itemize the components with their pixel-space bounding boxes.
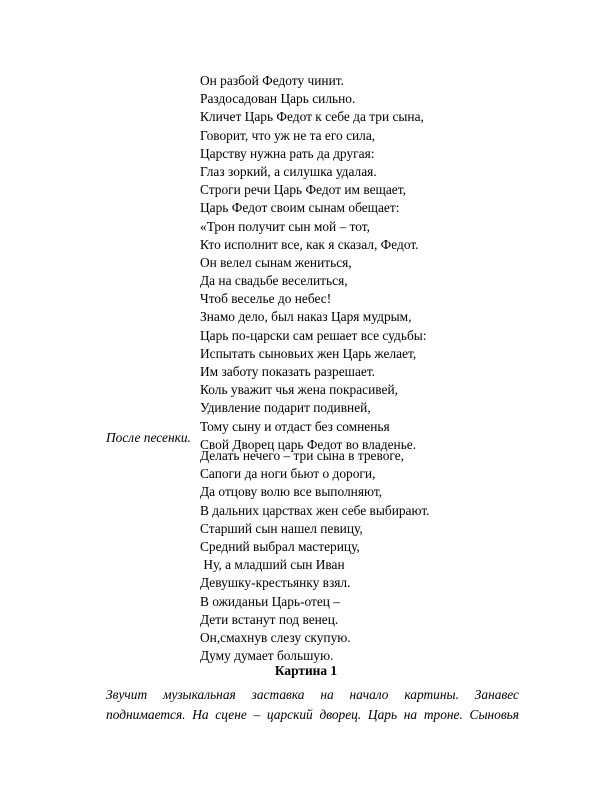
verse-line: Царству нужна рать да другая: [200,145,375,161]
verse-line: Им заботу показать разрешает. [200,364,376,379]
verse-line: Чтоб веселье до небес! [200,291,332,307]
verse-line: Строги речи Царь Федот им вещает, [200,182,406,198]
verse-line: Коль уважит чья жена покрасивей, [200,382,398,398]
verse-line: Думу думает большую. [200,648,334,664]
verse-line: Испытать сыновьих жен Царь желает, [200,345,417,361]
verse-line: Он разбой Федоту чинит. [200,73,344,88]
verse-part-1 [200,72,426,454]
verse-line: Царь Федот своим сынам обещает: [200,200,400,216]
verse-line: Средний выбрал мастерицу, [200,538,360,554]
verse-line: Говорит, что уж не та его сила, [200,127,376,143]
verse-line: «Трон получит сын мой – тот, [200,218,370,234]
verse-line: Дети встанут под венец. [200,611,339,627]
verse-line: Он велел сынам жениться, [200,254,352,270]
scene-description-line: Звучит музыкальная заставка на начало картины. Занавес [106,687,519,702]
verse-line: Тому сыну и отдаст без сомненья [200,418,390,434]
verse-line: Кто исполнит все, как я сказал, Федот. [200,236,419,252]
verse-line: Да отцову волю все выполняют, [200,484,383,500]
verse-line: В дальних царствах жен себе выбирают. [200,502,430,518]
verse-line: Сапоги да ноги бьют о дороги, [200,466,376,482]
verse-line: Свой Дворец царь Федот во владенье. [200,436,417,452]
verse-line: Делать нечего – три сына в тревоге, [200,448,405,463]
verse-line: Ну, а младший сын Иван [200,557,345,573]
verse-line: Девушку-крестьянку взял. [200,575,351,591]
verse-line: Да на свадьбе веселиться, [200,273,348,289]
verse-line: Раздосадован Царь сильно. [200,91,356,107]
verse-line: Старший сын нашел певицу, [200,520,363,536]
verse-line: Удивление подарит подивней, [200,400,371,416]
scene-description [106,685,519,725]
scene-heading: Картина 1 [274,663,338,678]
verse-line: Глаз зоркий, а силушка удалая. [200,163,377,179]
verse-line: Царь по-царски сам решает все судьбы: [200,327,427,343]
verse-line: Он,смахнув слезу скупую. [200,629,351,645]
verse-line: В ожиданьи Царь-отец – [200,593,340,609]
verse-line: Знамо дело, был наказ Царя мудрым, [200,309,412,325]
scene-description-line: поднимается. На сцене – царский дворец. Царь на троне. Сыновья [106,707,519,722]
verse-line: Кличет Царь Федот к себе да три сына, [200,109,424,125]
verse-part-2 [200,447,430,665]
stage-remark: После песенки. [106,430,191,445]
